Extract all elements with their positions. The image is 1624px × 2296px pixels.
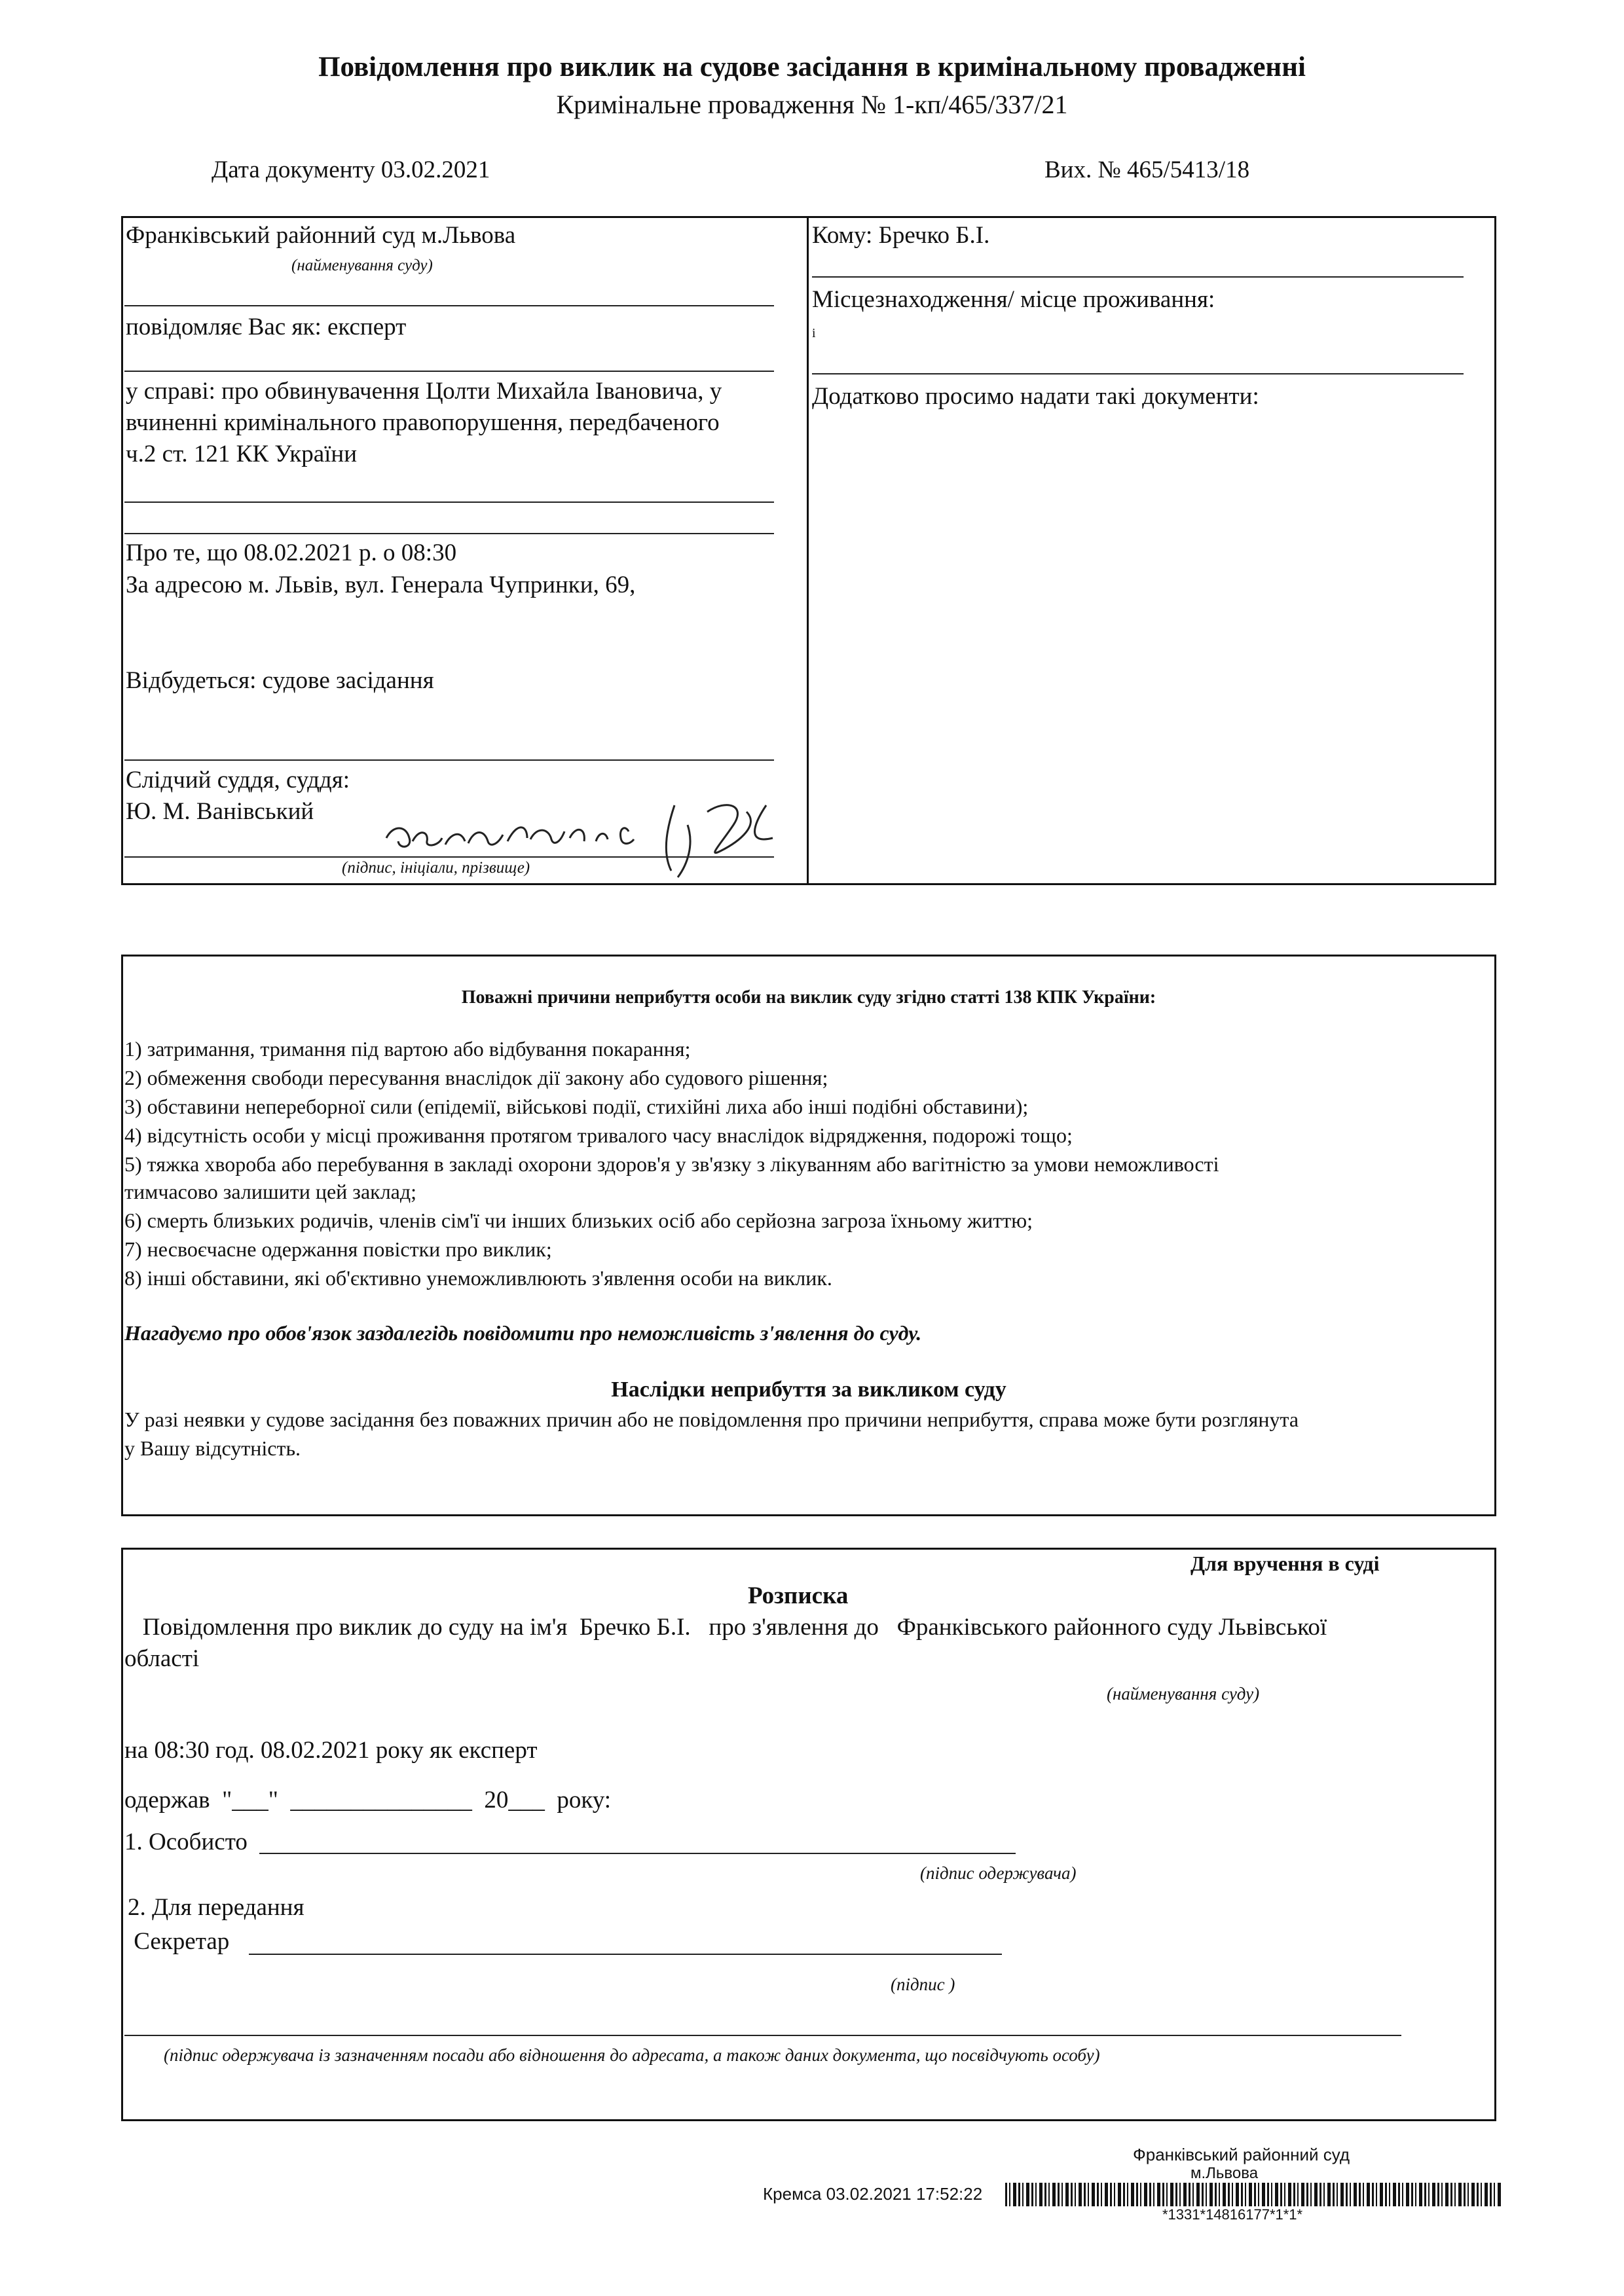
footer-court-city: м.Львова [1190, 2164, 1259, 2182]
notify-as: повідомляє Вас як: експерт [126, 314, 407, 340]
recipient: Кому: Бречко Б.І. [812, 222, 990, 249]
consequences-line-2: у Вашу відсутність. [124, 1436, 301, 1460]
separator-line [124, 305, 774, 306]
location-value: і [812, 326, 816, 340]
summons-divider [807, 216, 809, 885]
reason-item-2: 2) обмеження свободи пересування внаслідок дії закону або судового рішення; [124, 1066, 828, 1089]
received-date-field[interactable]: одержав "___" _______________ 20___ року: [124, 1787, 612, 1813]
secretary-signature-field[interactable] [249, 1954, 1002, 1955]
hearing-time: Про те, що 08.02.2021 р. о 08:30 [126, 539, 457, 566]
reason-item-8: 8) інші обставини, які об'єктивно унеможливлюють з'явлення особи на виклик. [124, 1266, 832, 1290]
hearing-event: Відбудеться: судове засідання [126, 667, 434, 694]
secretary-label: Секретар [128, 1928, 230, 1955]
case-number: Кримінальне провадження № 1-кп/465/337/21 [556, 90, 1068, 119]
reason-item-3: 3) обставини непереборної сили (епідемії, військові події, стихійні лиха або інші подібні обставини); [124, 1095, 1029, 1118]
consequences-title: Наслідки неприбуття за викликом суду [611, 1377, 1006, 1402]
extra-documents: Додатково просимо надати такі документи: [812, 383, 1259, 410]
reasons-heading: Поважні причини неприбуття особи на виклик суду згідно статті 138 КПК України: [461, 987, 1156, 1008]
barcode-text: *1331*14816177*1*1* [1162, 2206, 1303, 2223]
separator-line [812, 276, 1464, 278]
signature-line [124, 856, 774, 858]
bottom-signature-field[interactable] [124, 2035, 1401, 2036]
hearing-address: За адресою м. Львів, вул. Генерала Чупринки, 69, [126, 572, 636, 598]
recipient-signature-caption: (підпис одержувача) [920, 1863, 1077, 1883]
separator-line [124, 533, 774, 534]
reason-item-7: 7) несвоєчасне одержання повістки про виклик; [124, 1237, 552, 1261]
for-court-label: Для вручення в суді [1190, 1552, 1380, 1575]
appearance-time: на 08:30 год. 08.02.2021 року як експерт [124, 1737, 538, 1764]
case-description-line-2: вчиненні кримінального правопорушення, передбаченого [126, 409, 720, 436]
receipt-text-line-1: Повідомлення про виклик до суду на ім'я Бречко Б.І. про з'явлення до Франківського районного суду Львівської [124, 1614, 1327, 1641]
judge-name: Ю. М. Ванівський [126, 798, 314, 825]
recipient-signature-field[interactable] [259, 1853, 1016, 1854]
separator-line [124, 501, 774, 503]
separator-line [124, 371, 774, 372]
barcode [1005, 2183, 1503, 2206]
document-date: Дата документу 03.02.2021 [212, 156, 490, 183]
signature-caption: (підпис, ініціали, прізвище) [342, 859, 530, 877]
personal-delivery-label: 1. Особисто [124, 1829, 248, 1855]
judge-role: Слідчий суддя, суддя: [126, 767, 350, 793]
reason-item-1: 1) затримання, тримання під вартою або відбування покарання; [124, 1037, 691, 1061]
footer-court-name: Франківський районний суд [1133, 2145, 1350, 2164]
document-title: Повідомлення про виклик на судове засідання в кримінальному провадженні [318, 52, 1306, 82]
consequences-line-1: У разі неявки у судове засідання без поважних причин або не повідомлення про причини неприбуття, справа може бути розглянута [124, 1408, 1299, 1431]
secretary-signature-caption: (підпис ) [891, 1975, 955, 1994]
outgoing-number: Вих. № 465/5413/18 [1044, 156, 1250, 183]
receipt-court-caption: (найменування суду) [1107, 1684, 1260, 1704]
court-name: Франківський районний суд м.Львова [126, 222, 516, 249]
transfer-label: 2. Для передання [128, 1894, 304, 1921]
location-label: Місцезнаходження/ місце проживання: [812, 286, 1215, 313]
reminder: Нагадуємо про обов'язок заздалегідь повідомити про неможливість з'явлення до суду. [124, 1321, 922, 1345]
footer-stamp: Кремса 03.02.2021 17:52:22 [763, 2184, 983, 2204]
case-description-line-3: ч.2 ст. 121 КК України [126, 441, 357, 467]
court-name-caption: (найменування суду) [291, 257, 433, 274]
separator-line [124, 759, 774, 761]
separator-line [812, 373, 1464, 374]
bottom-caption: (підпис одержувача із зазначенням посади або відношення до адресата, а також даних документа, що посвідчують особу) [164, 2045, 1100, 2065]
reason-item-5: 5) тяжка хвороба або перебування в закладі охорони здоров'я у зв'язку з лікуванням або вагітністю за умови неможливості [124, 1152, 1219, 1176]
reason-item-5-cont: тимчасово залишити цей заклад; [124, 1180, 417, 1203]
receipt-title: Розписка [748, 1582, 849, 1609]
reason-item-4: 4) відсутність особи у місці проживання протягом тривалого часу внаслідок відрядження, подорожі тощо; [124, 1123, 1073, 1147]
receipt-text-line-2: області [124, 1645, 200, 1672]
reason-item-6: 6) смерть близьких родичів, членів сім'ї чи інших близьких осіб або серйозна загроза їхньому життю; [124, 1209, 1033, 1232]
case-description-line-1: у справі: про обвинувачення Цолти Михайла Івановича, у [126, 378, 722, 405]
